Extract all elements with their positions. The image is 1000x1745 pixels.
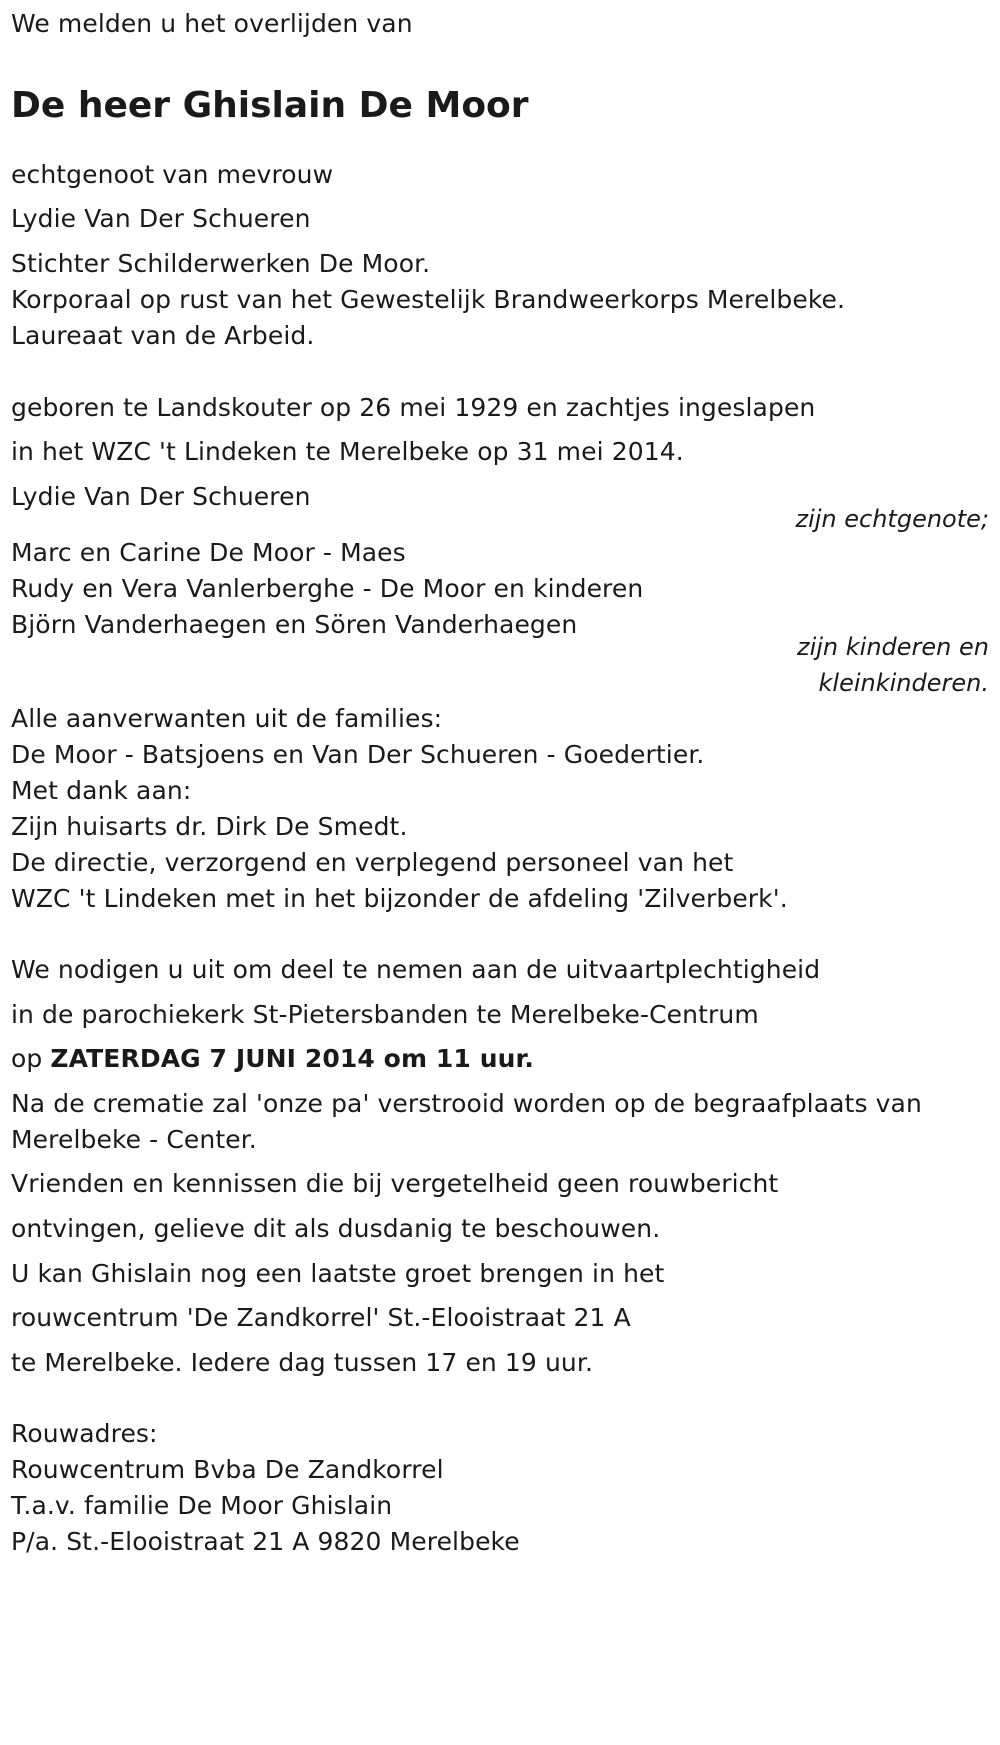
relatives-line: Alle aanverwanten uit de families:	[11, 704, 443, 733]
death-text: in het WZC 't Lindeken te Merelbeke op 31 mei 2014.	[11, 437, 684, 466]
deceased-name: De heer Ghislain De Moor	[11, 85, 529, 126]
address-line: T.a.v. familie De Moor Ghislain	[11, 1491, 393, 1520]
spouse-name: Lydie Van Der Schueren	[11, 204, 311, 233]
ceremony-location: in de parochiekerk St-Pietersbanden te Merelbeke-Centrum	[11, 1000, 759, 1029]
thanks-line: De directie, verzorgend en verplegend personeel van het	[11, 848, 734, 877]
bio-line: Korporaal op rust van het Gewestelijk Brandweerkorps Merelbeke.	[11, 285, 846, 314]
address-line: P/a. St.-Elooistraat 21 A 9820 Merelbeke	[11, 1527, 520, 1556]
bio-line: Laureaat van de Arbeid.	[11, 321, 315, 350]
ceremony-invite: We nodigen u uit om deel te nemen aan de uitvaartplechtigheid	[11, 955, 821, 984]
grandchildren-role: kleinkinderen.	[818, 669, 989, 697]
family-spouse: Lydie Van Der Schueren	[11, 482, 311, 511]
cremation-line: Na de crematie zal 'onze pa' verstrooid worden op de begraafplaats van	[11, 1089, 922, 1118]
ceremony-date-prefix: op	[11, 1044, 51, 1073]
spouse-role: zijn echtgenote;	[795, 505, 989, 533]
cremation-line: Merelbeke - Center.	[11, 1125, 257, 1154]
ceremony-date	[11, 1044, 534, 1074]
relatives-line: De Moor - Batsjoens en Van Der Schueren - Goedertier.	[11, 740, 705, 769]
birth-text: geboren te Landskouter op 26 mei 1929 en zachtjes ingeslapen	[11, 393, 816, 422]
thanks-line: Zijn huisarts dr. Dirk De Smedt.	[11, 812, 408, 841]
visit-line: te Merelbeke. Iedere dag tussen 17 en 19 uur.	[11, 1348, 593, 1377]
family-child: Rudy en Vera Vanlerberghe - De Moor en kinderen	[11, 574, 644, 603]
bio-line: Stichter Schilderwerken De Moor.	[11, 249, 431, 278]
visit-line: U kan Ghislain nog een laatste groet brengen in het	[11, 1259, 665, 1288]
children-role: zijn kinderen en	[797, 633, 989, 661]
visit-line: rouwcentrum 'De Zandkorrel' St.-Elooistraat 21 A	[11, 1303, 631, 1332]
family-child: Björn Vanderhaegen en Sören Vanderhaegen	[11, 610, 578, 639]
friends-line: ontvingen, gelieve dit als dusdanig te beschouwen.	[11, 1214, 661, 1243]
family-child: Marc en Carine De Moor - Maes	[11, 538, 406, 567]
spouse-intro: echtgenoot van mevrouw	[11, 160, 334, 189]
thanks-line: Met dank aan:	[11, 776, 192, 805]
ceremony-date-bold: ZATERDAG 7 JUNI 2014 om 11 uur.	[50, 1044, 534, 1073]
intro-text: We melden u het overlijden van	[11, 9, 413, 38]
friends-line: Vrienden en kennissen die bij vergetelheid geen rouwbericht	[11, 1169, 779, 1198]
address-heading: Rouwadres:	[11, 1419, 158, 1448]
thanks-line: WZC 't Lindeken met in het bijzonder de afdeling 'Zilverberk'.	[11, 884, 788, 913]
address-line: Rouwcentrum Bvba De Zandkorrel	[11, 1455, 444, 1484]
